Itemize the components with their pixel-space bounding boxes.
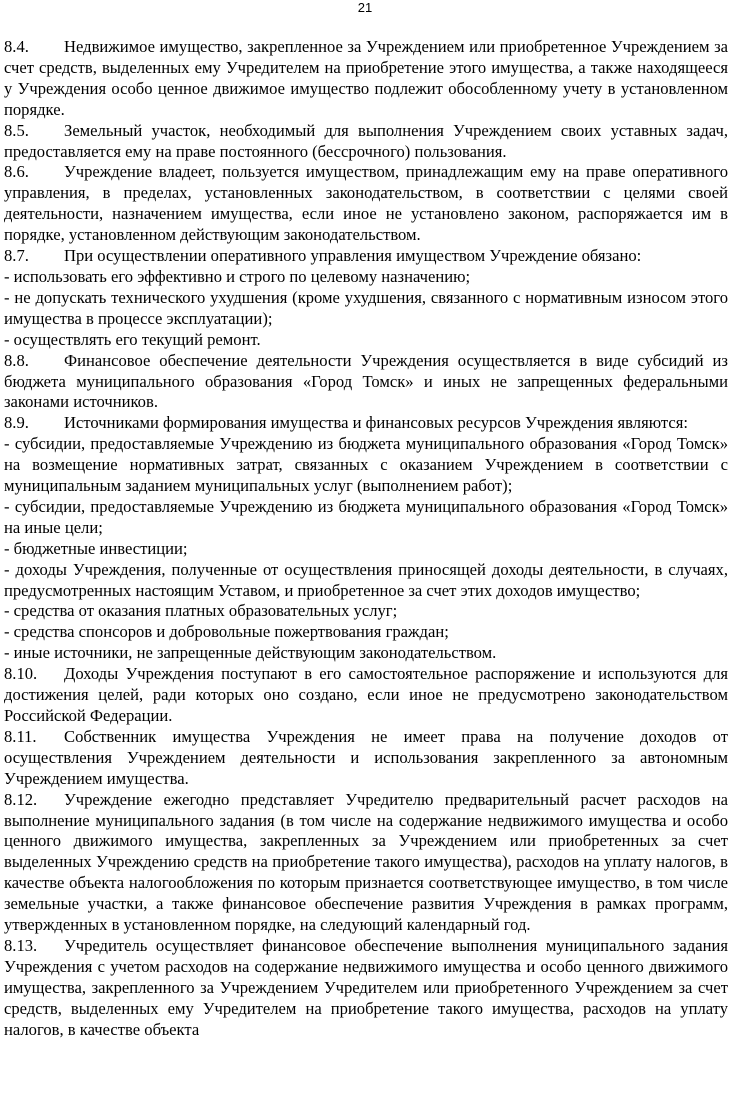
- paragraph-text: - иные источники, не запрещенные действующим законодательством.: [4, 643, 497, 663]
- paragraph-text: Доходы Учреждения поступают в его самостоятельное распоряжение и используются для достижения целей, ради которых оно создано, если иное не предусмотрено законодательством Российской Федерации.: [4, 664, 728, 725]
- numbered-paragraph: [4, 162, 728, 246]
- paragraph-text: При осуществлении оперативного управления имуществом Учреждение обязано:: [64, 246, 642, 266]
- list-item: [4, 643, 728, 664]
- paragraph-text: Недвижимое имущество, закрепленное за Учреждением или приобретенное Учреждением за счет средств, выделенных ему Учредителем на приобретение этого имущества, а также находящееся у Учреждения особо ценное движимое имущество подлежит обособленному учету в установленном порядке.: [4, 37, 728, 119]
- list-item: [4, 434, 728, 497]
- numbered-paragraph: [4, 246, 728, 267]
- numbered-paragraph: [4, 351, 728, 414]
- list-item: [4, 267, 728, 288]
- paragraph-number: 8.13.: [4, 935, 38, 955]
- paragraph-text: Учреждение ежегодно представляет Учредителю предварительный расчет расходов на выполнение муниципального задания (в том числе на содержание недвижимого имущества и особо ценного движимого имущества, закрепленных за Учреждением или приобретенных за счет выделенных Учреждению средств на приобретение такого имущества), расходов на уплату налогов, в качестве объекта налогообложения по которым признается соответствующее имущество, в том числе земельные участки, а также финансовое обеспечение развития Учреждения в рамках программ, утвержденных в установленном порядке, на следующий календарный год.: [4, 789, 728, 935]
- paragraph-text: - бюджетные инвестиции;: [4, 538, 188, 558]
- paragraph-number: 8.9.: [4, 413, 29, 433]
- paragraph-text: Учредитель осуществляет финансовое обеспечение выполнения муниципального задания Учреждения с учетом расходов на содержание недвижимого имущества и особо ценного движимого имущества, закрепленного за Учреждением Учредителем или приобретенного Учреждением за счет средств, выделенных ему Учредителем на приобретение такого имущества, расходов на уплату налогов, в качестве объекта: [4, 935, 728, 1039]
- list-item: [4, 601, 728, 622]
- paragraph-text: - средства спонсоров и добровольные пожертвования граждан;: [4, 622, 449, 642]
- paragraph-number: 8.4.: [4, 37, 29, 56]
- paragraph-text: Учреждение владеет, пользуется имуществом, принадлежащим ему на праве оперативного управления, в пределах, установленных законодательством, в соответствии с целями своей деятельности, назначением имущества, если иное не установлено законом, распоряжается им в порядке, установленном действующим законодательством.: [4, 162, 728, 245]
- list-item: [4, 560, 728, 602]
- numbered-paragraph: [4, 727, 728, 790]
- list-item: [4, 539, 728, 560]
- paragraph-text: Финансовое обеспечение деятельности Учреждения осуществляется в виде субсидий из бюджета муниципального образования «Город Томск» и иных не запрещенных федеральными законами источников.: [4, 350, 728, 412]
- paragraph-number: 8.12.: [4, 789, 38, 809]
- list-item: [4, 330, 728, 351]
- paragraph-number: 8.8.: [4, 350, 29, 370]
- numbered-paragraph: [4, 413, 728, 434]
- document-body: [4, 37, 728, 1041]
- list-item: [4, 622, 728, 643]
- page-number: 21: [357, 0, 373, 15]
- paragraph-text: Земельный участок, необходимый для выполнения Учреждением своих уставных задач, предоставляется ему на праве постоянного (бессрочного) пользования.: [4, 120, 728, 161]
- paragraph-text: - средства от оказания платных образовательных услуг;: [4, 601, 398, 621]
- paragraph-text: - субсидии, предоставляемые Учреждению из бюджета муниципального образования «Город Томск» на иные цели;: [4, 496, 728, 537]
- paragraph-text: - субсидии, предоставляемые Учреждению из бюджета муниципального образования «Город Томск» на возмещение нормативных затрат, связанных с оказанием Учреждением в соответствии с муниципальным заданием муниципальных услуг (выполнением работ);: [4, 434, 728, 496]
- numbered-paragraph: [4, 936, 728, 1041]
- numbered-paragraph: [4, 790, 728, 936]
- paragraph-number: 8.5.: [4, 120, 29, 140]
- numbered-paragraph: [4, 121, 728, 163]
- paragraph-number: 8.10.: [4, 664, 38, 684]
- paragraph-number: 8.11.: [4, 726, 37, 746]
- paragraph-number: 8.7.: [4, 246, 29, 266]
- paragraph-text: - использовать его эффективно и строго по целевому назначению;: [4, 266, 471, 286]
- paragraph-text: - осуществлять его текущий ремонт.: [4, 329, 261, 349]
- paragraph-text: Источниками формирования имущества и финансовых ресурсов Учреждения являются:: [64, 413, 688, 433]
- numbered-paragraph: [4, 37, 728, 121]
- list-item: [4, 288, 728, 330]
- numbered-paragraph: [4, 664, 728, 727]
- paragraph-text: - доходы Учреждения, полученные от осуществления приносящей доходы деятельности, в случаях, предусмотренных настоящим Уставом, и приобретенное за счет этих доходов имущество;: [4, 559, 728, 600]
- list-item: [4, 497, 728, 539]
- paragraph-text: - не допускать технического ухудшения (кроме ухудшения, связанного с нормативным износом этого имущества в процессе эксплуатации);: [4, 287, 728, 328]
- paragraph-number: 8.6.: [4, 162, 29, 182]
- paragraph-text: Собственник имущества Учреждения не имеет права на получение доходов от осуществления Учреждением деятельности и использования закрепленного за автономным Учреждением имущества.: [4, 726, 728, 788]
